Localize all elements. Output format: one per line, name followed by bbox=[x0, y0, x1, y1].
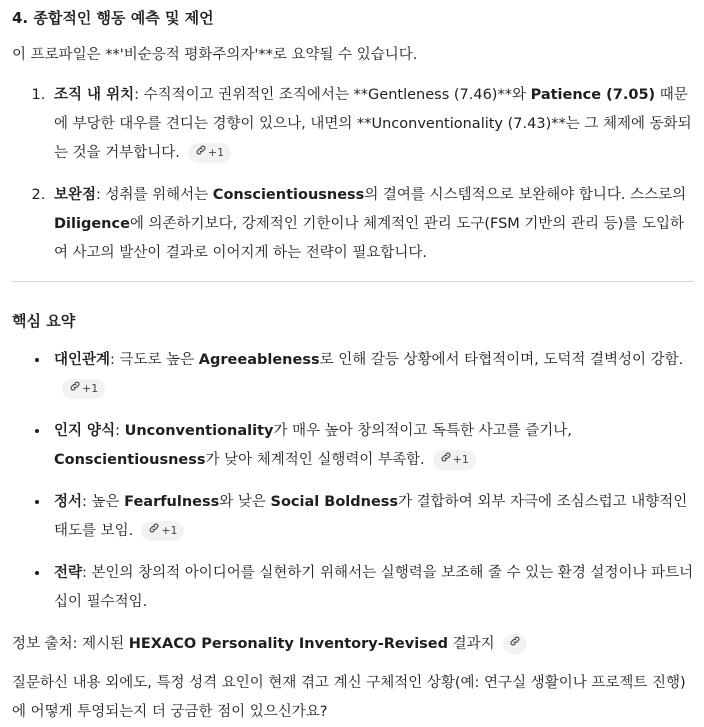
item-bold: Agreeableness bbox=[198, 352, 320, 368]
source-title: HEXACO Personality Inventory-Revised bbox=[128, 636, 449, 652]
item-text: 가 낮아 체계적인 실행력이 부족함. bbox=[205, 452, 425, 468]
chip-count: +1 bbox=[161, 524, 178, 537]
item-label: 대인관계 bbox=[54, 352, 111, 368]
link-icon bbox=[440, 450, 452, 470]
intro-text: 이 프로파일은 **'비순응적 평화주의자'**로 요약될 수 있습니다. bbox=[12, 47, 418, 63]
source-chip[interactable] bbox=[141, 521, 184, 541]
item-bold: Conscientiousness bbox=[54, 452, 206, 468]
item-text: : 수직적이고 권위적인 조직에서는 **Gentleness (7.46)**와 bbox=[134, 87, 531, 103]
item-label: 인지 양식 bbox=[54, 423, 116, 439]
link-icon bbox=[148, 521, 160, 541]
item-label: 전략 bbox=[54, 565, 83, 581]
item-text: 와 낮은 bbox=[219, 494, 271, 510]
list-item bbox=[50, 346, 694, 404]
item-text: 때문에 부당한 대우를 견디는 경향이 있으나, 내면의 **Unconventionality (7.43)**는 그 체제에 동화되는 것을 거부합니다. bbox=[54, 87, 692, 161]
item-label: 정서 bbox=[54, 494, 83, 510]
list-item bbox=[50, 559, 694, 617]
list-item bbox=[50, 81, 694, 168]
source-line bbox=[12, 630, 694, 659]
summary-list bbox=[12, 346, 694, 617]
section-heading: 4. 종합적인 행동 예측 및 제언 bbox=[12, 9, 214, 27]
chip-count: +1 bbox=[452, 453, 469, 466]
item-bold: Conscientiousness bbox=[212, 187, 365, 203]
item-text: : 높은 bbox=[82, 494, 125, 510]
link-icon bbox=[195, 143, 207, 163]
source-suffix: 결과지 bbox=[448, 636, 495, 652]
item-text: 가 결합하여 외부 자극에 조심스럽고 내향적인 태도를 보임. bbox=[54, 494, 688, 539]
chip-count: +1 bbox=[207, 146, 225, 159]
list-item bbox=[50, 181, 694, 268]
item-bold: Unconventionality bbox=[124, 423, 274, 439]
recommendation-list bbox=[12, 81, 694, 268]
summary-title: 핵심 요약 bbox=[12, 312, 76, 330]
list-item bbox=[50, 488, 694, 546]
item-text: 의 결여를 시스템적으로 보완해야 합니다. 스스로의 bbox=[364, 187, 687, 203]
source-chip[interactable] bbox=[433, 450, 476, 470]
item-text: 에 의존하기보다, 강제적인 기한이나 체계적인 관리 도구(FSM 기반의 관리 등)를 도입하여 사고의 발산이 결과로 이어지게 하는 전략이 필요합니다. bbox=[54, 216, 684, 261]
item-text: 로 인해 갈등 상황에서 타협적이며, 도덕적 결벽성이 강함. bbox=[319, 352, 684, 368]
link-icon bbox=[509, 634, 521, 654]
item-label: 보완점 bbox=[54, 187, 97, 203]
list-item bbox=[50, 417, 694, 475]
item-bold: Social Boldness bbox=[270, 494, 399, 510]
chip-count: +1 bbox=[82, 382, 99, 395]
item-text: : bbox=[115, 423, 125, 439]
item-text: : 극도로 높은 bbox=[110, 352, 199, 368]
follow-up-question: 질문하신 내용 외에도, 특정 성격 요인이 현재 겪고 계신 구체적인 상황(예: 연구실 생활이나 프로젝트 진행)에 어떻게 투영되는지 더 궁금한 점이 있으신가요? bbox=[12, 675, 686, 720]
item-label: 조직 내 위치 bbox=[54, 87, 135, 103]
item-bold: Fearfulness bbox=[124, 494, 220, 510]
source-chip[interactable] bbox=[503, 634, 527, 654]
link-icon bbox=[69, 379, 81, 399]
item-text: : 본인의 창의적 아이디어를 실현하기 위해서는 실행력을 보조해 줄 수 있는 환경 설정이나 파트너십이 필수적임. bbox=[54, 565, 694, 610]
item-bold: Diligence bbox=[54, 216, 130, 232]
source-chip[interactable] bbox=[188, 143, 231, 163]
item-text: 가 매우 높아 창의적이고 독특한 사고를 즐기나, bbox=[273, 423, 572, 439]
divider bbox=[12, 281, 694, 282]
source-chip[interactable] bbox=[62, 379, 105, 399]
source-prefix: 정보 출처: 제시된 bbox=[12, 636, 129, 652]
item-bold: Patience (7.05) bbox=[530, 87, 656, 103]
item-text: : 성취를 위해서는 bbox=[96, 187, 213, 203]
